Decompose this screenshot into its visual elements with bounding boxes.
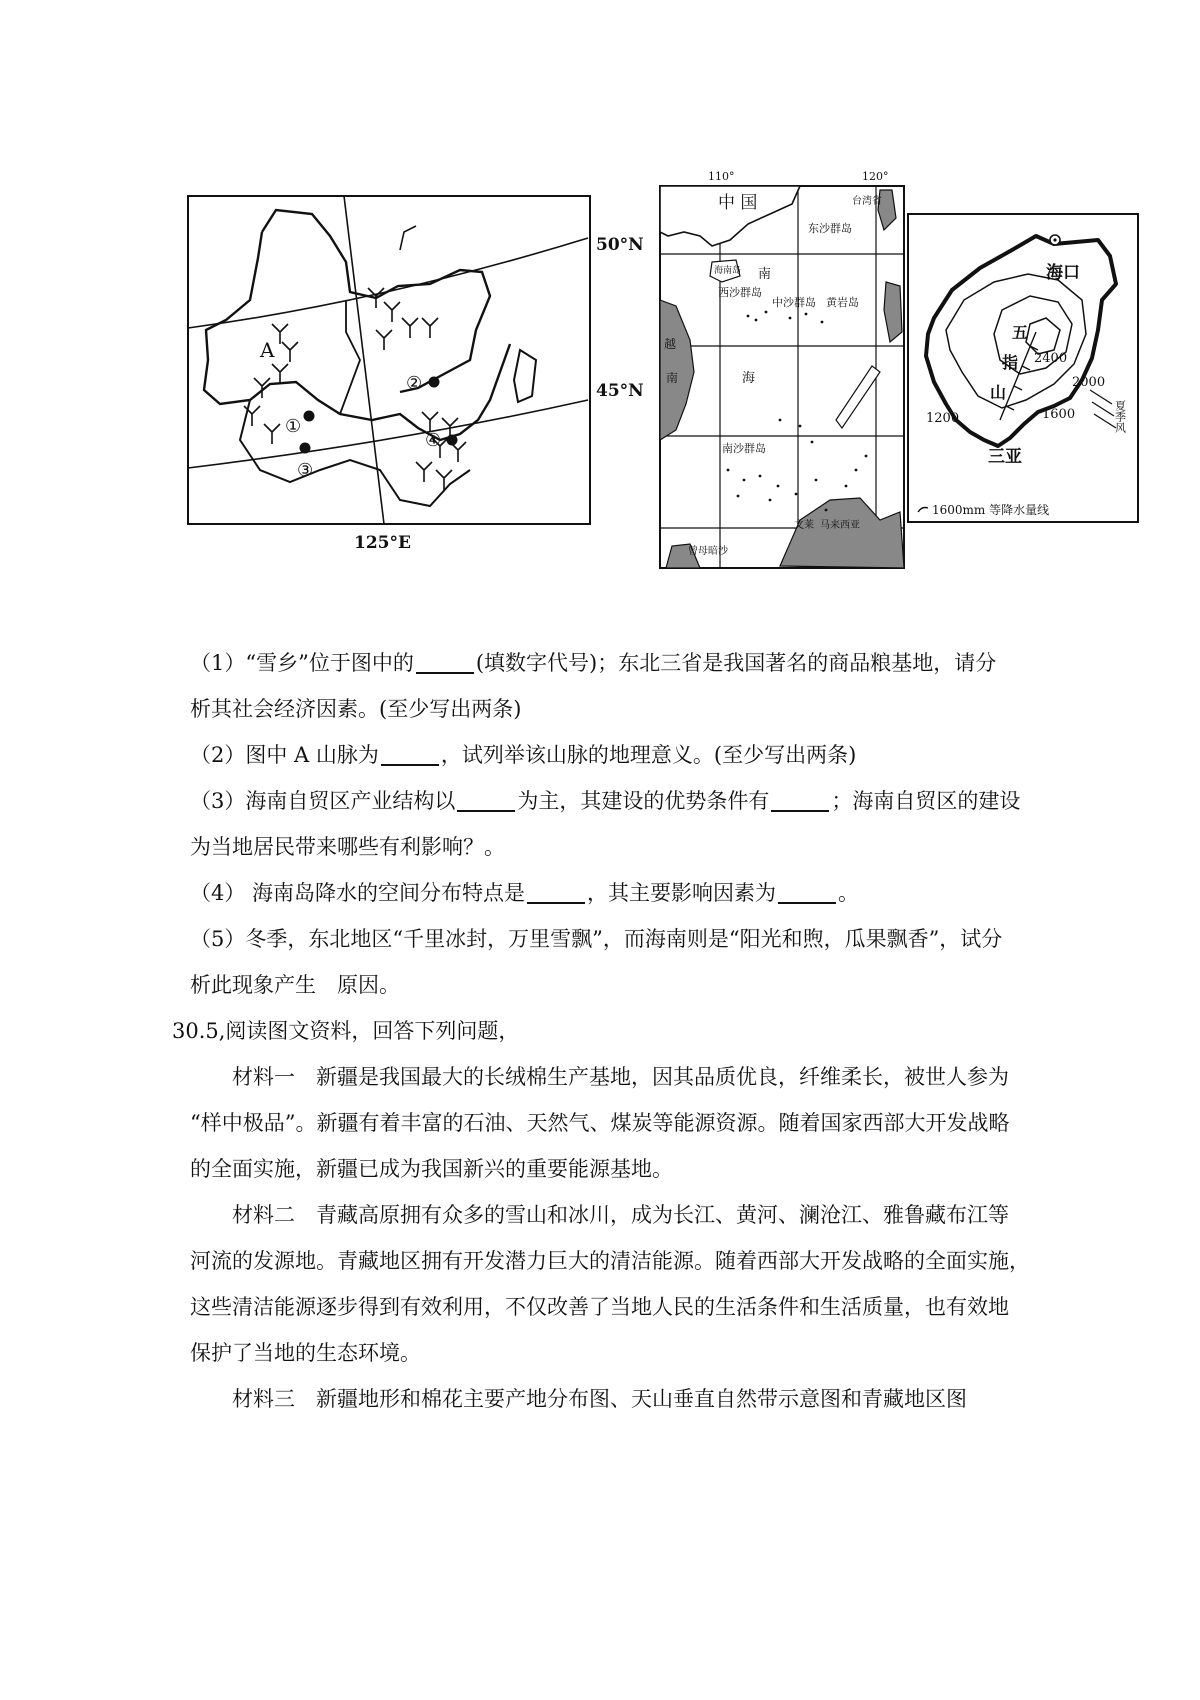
material1-line2: “样中极品”。新疆有着丰富的石油、天然气、煤炭等能源资源。随着国家西部大开发战略 xyxy=(190,1111,1010,1135)
label-2000: 2000 xyxy=(1072,375,1106,390)
label-nan: 南 xyxy=(758,267,772,282)
q5-line1: （5）冬季，东北地区“千里冰封，万里雪飘”，而海南则是“阳光和煦，瓜果飘香”，试分 xyxy=(190,927,1003,951)
q2-part-b: ，试列举该山脉的地理意义。(至少写出两条) xyxy=(440,743,857,767)
q2-line xyxy=(190,732,1050,778)
material2-line3: 这些清洁能源逐步得到有效利用，不仅改善了当地人民的生活条件和生活质量，也有效地 xyxy=(190,1295,1009,1319)
map-figures xyxy=(0,0,1200,600)
label-1200: 1200 xyxy=(926,411,960,426)
answer-blank[interactable] xyxy=(771,790,829,812)
label-lon-125: 125°E xyxy=(354,533,411,553)
point-1-dot xyxy=(304,411,315,422)
material1-line1: 材料一 新疆是我国最大的长绒棉生产基地，因其品质优良，纤维柔长，被世人参为 xyxy=(232,1065,1009,1089)
label-2400: 2400 xyxy=(1034,351,1068,366)
answer-blank[interactable] xyxy=(457,790,515,812)
q4-part-c: 。 xyxy=(838,881,860,905)
northeast-map xyxy=(188,196,644,553)
answer-blank[interactable] xyxy=(381,744,439,766)
label-point-3: ③ xyxy=(297,460,314,481)
label-dongsha: 东沙群岛 xyxy=(808,222,852,235)
south-china-sea-map xyxy=(660,170,904,568)
q5-line2: 析此现象产生 原因。 xyxy=(190,973,400,997)
q3-part-a: （3）海南自贸区产业结构以 xyxy=(190,789,456,813)
label-huangyan: 黄岩岛 xyxy=(826,296,859,309)
label-point-1: ① xyxy=(285,416,302,437)
label-zengmu: 曾母暗沙 xyxy=(688,546,728,557)
q30-heading: 30.5,阅读图文资料，回答下列问题， xyxy=(172,1019,520,1043)
point-4-dot xyxy=(447,435,458,446)
label-lon-110: 110° xyxy=(708,170,735,183)
question-text xyxy=(172,640,1050,1422)
point-3-dot xyxy=(300,443,311,454)
label-lat-45: 45°N xyxy=(596,381,644,401)
label-china: 中 国 xyxy=(718,193,758,213)
label-taiwan: 台湾省 xyxy=(852,196,882,207)
label-hai: 海 xyxy=(742,371,756,386)
q3-line1 xyxy=(190,778,1050,824)
label-sanya: 三亚 xyxy=(988,447,1022,467)
label-zhongsha: 中沙群岛 xyxy=(772,296,816,309)
label-hainan: 海南岛 xyxy=(714,266,742,276)
label-1600: 1600 xyxy=(1042,407,1076,422)
label-haikou: 海口 xyxy=(1046,263,1080,283)
label-wenlai: 文莱 xyxy=(794,520,814,531)
label-nansha: 南沙群岛 xyxy=(722,442,766,455)
label-malaixiya: 马来西亚 xyxy=(820,520,860,531)
label-yue: 越 xyxy=(664,337,677,351)
material2-line4: 保护了当地的生态环境。 xyxy=(190,1341,421,1365)
maps-svg xyxy=(0,0,1200,600)
label-point-4: ④ xyxy=(425,430,442,451)
q3-part-b: 为主，其建设的优势条件有 xyxy=(517,789,770,813)
material2-line1: 材料二 青藏高原拥有众多的雪山和冰川，成为长江、黄河、澜沧江、雅鲁藏布江等 xyxy=(232,1203,1009,1227)
q1-line2: 析其社会经济因素。(至少写出两条) xyxy=(190,697,522,721)
label-lon-120: 120° xyxy=(862,170,889,183)
label-point-2: ② xyxy=(406,373,423,394)
hainan-map xyxy=(908,214,1138,522)
material3-line: 材料三 新疆地形和棉花主要产地分布图、天山垂直自然带示意图和青藏地区图 xyxy=(232,1387,967,1411)
material1-line3: 的全面实施，新疆已成为我国新兴的重要能源基地。 xyxy=(190,1157,673,1181)
answer-blank[interactable] xyxy=(416,652,474,674)
label-nan2: 南 xyxy=(666,371,679,385)
label-wind: 夏季风 xyxy=(1113,400,1127,433)
answer-blank[interactable] xyxy=(778,882,836,904)
q4-line xyxy=(190,870,1050,916)
q3-part-c: ；海南自贸区的建设 xyxy=(831,789,1021,813)
q2-part-a: （2）图中 A 山脉为 xyxy=(190,743,379,767)
answer-blank[interactable] xyxy=(527,882,585,904)
label-wu: 五 xyxy=(1012,323,1029,342)
label-lat-50: 50°N xyxy=(596,235,644,255)
label-xisha: 西沙群岛 xyxy=(718,286,762,299)
label-shan: 山 xyxy=(990,383,1007,402)
q1-part-a: （1）“雪乡”位于图中的 xyxy=(190,651,414,675)
label-zhi: 指 xyxy=(1002,353,1019,372)
q4-part-a: （4） 海南岛降水的空间分布特点是 xyxy=(190,881,526,905)
q3-line2: 为当地居民带来哪些有利影响？。 xyxy=(190,835,505,859)
q4-part-b: ，其主要影响因素为 xyxy=(587,881,777,905)
q1-part-b: (填数字代号)；东北三省是我国著名的商品粮基地，请分 xyxy=(475,651,997,675)
q1-line1 xyxy=(190,640,1050,686)
material2-line2: 河流的发源地。青藏地区拥有开发潜力巨大的清洁能源。随着西部大开发战略的全面实施， xyxy=(190,1249,1030,1273)
label-a: A xyxy=(260,338,275,362)
point-2-dot xyxy=(429,377,440,388)
label-legend: 1600mm 等降水量线 xyxy=(932,503,1050,517)
